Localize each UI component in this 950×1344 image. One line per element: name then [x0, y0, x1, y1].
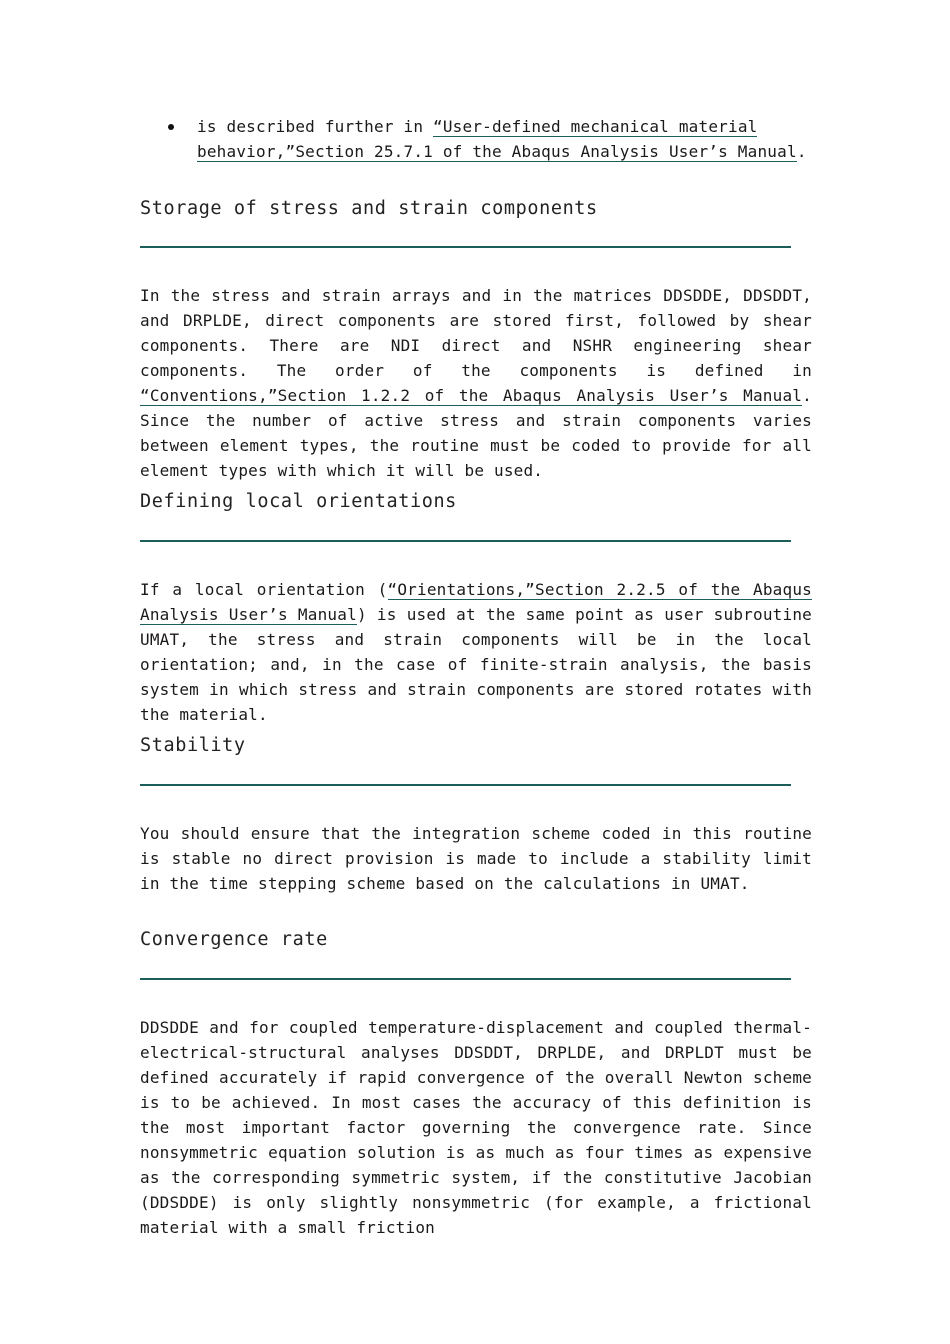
storage-paragraph: In the stress and strain arrays and in the matrices DDSDDE, DDSDDT, and DRPLDE, direct components are stored first, followed by shear components. There are NDI direct and NSHR engineering shear components. The order of the components is defined in “Conventions,”Section 1.2.2 of the Abaqus Analysis User’s Manual. Since the number of active stress and strain components varies between element types, the routine must be coded to provide for all element types with which it will be used.	[140, 286, 812, 480]
section-heading-storage: Storage of stress and strain components	[140, 198, 598, 219]
bullet-text: is described further in “User-defined mechanical material behavior,”Section 25.7.1 of the Abaqus Analysis User’s Manual.	[197, 117, 807, 161]
section-divider	[140, 784, 791, 786]
conventions-link[interactable]: “Conventions,”Section 1.2.2 of the Abaqus Analysis User’s Manual	[140, 386, 803, 405]
user-defined-material-link[interactable]: “User-defined mechanical material behavior,”Section 25.7.1 of the Abaqus Analysis User’s Manual	[197, 117, 797, 161]
orientations-paragraph: If a local orientation (“Orientations,”Section 2.2.5 of the Abaqus Analysis User’s Manual) is used at the same point as user subroutine UMAT, the stress and strain components will be in the local orientation; and, in the case of finite-strain analysis, the basis system in which stress and strain components are stored rotates with the material.	[140, 580, 812, 724]
section-divider	[140, 978, 791, 980]
orientations-link[interactable]: “Orientations,”Section 2.2.5 of the Abaqus Analysis User’s Manual	[140, 580, 812, 624]
section-heading-convergence: Convergence rate	[140, 929, 328, 950]
section-divider	[140, 540, 791, 542]
section-heading-stability: Stability	[140, 735, 246, 756]
section-divider	[140, 246, 791, 248]
stability-paragraph: You should ensure that the integration scheme coded in this routine is stable no direct provision is made to include a stability limit in the time stepping scheme based on the calculations in UMAT.	[140, 824, 812, 893]
bullet-dot-icon	[168, 124, 174, 130]
convergence-paragraph: DDSDDE and for coupled temperature-displacement and coupled thermal-electrical-structural analyses DDSDDT, DRPLDE, and DRPLDT must be defined accurately if rapid convergence of the overall Newton scheme is to be achieved. In most cases the accuracy of this definition is the most important factor governing the convergence rate. Since nonsymmetric equation solution is as much as four times as expensive as the corresponding symmetric system, if the constitutive Jacobian (DDSDDE) is only slightly nonsymmetric (for example, a frictional material with a small friction	[140, 1018, 812, 1237]
section-heading-orientations: Defining local orientations	[140, 491, 457, 512]
